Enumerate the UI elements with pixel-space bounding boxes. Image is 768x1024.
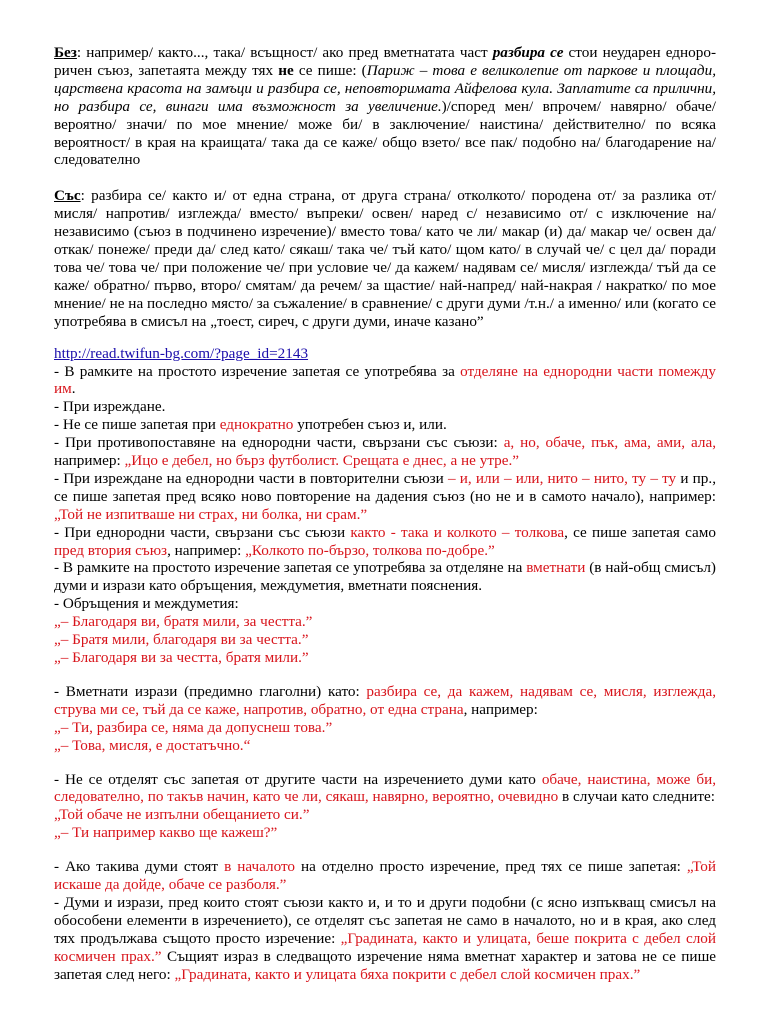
example-text: „Градината, както и улицата бяха покрити с дебел слой космичен прах.” bbox=[174, 965, 641, 983]
rule-11: - Ако такива думи стоят в началото на отделно просто изречение, пред тях се пише запетая: „Той искаше да дойде, обаче се разболя.” bbox=[54, 858, 716, 894]
rule-7: - В рамките на простото изречение запетая се употребява за отделяне на вметнати (в най-общ смисъл) думи и изрази като обръщения, междуметия, вметнати пояснения. bbox=[54, 559, 716, 595]
bez-example: Париж – това е великолепие от паркове и площади, царствена красота на замъци и разбира се, неповторимата Айфелова кула. Заплатите са прилични, но разбира се, винаги има възможност за увеличение. bbox=[54, 61, 716, 115]
rule-1: - В рамките на простото изречение запетая се употребява за отделяне на еднородни части помежду им. bbox=[54, 362, 717, 398]
rule-5: - При изреждане на еднородни части в повторителни съюзи – и, или – или, нито – нито, ту – ту и пр., се пише запетая пред всяко ново повторение на дадения съюз (но не и в самото начало), например: „Той не изпитваше ни страх, ни болка, ни срам.” bbox=[54, 469, 716, 523]
example-line: „– Благодаря ви, братя мили, за честта.” bbox=[54, 613, 313, 631]
example-line: „– Ти например какво ще кажеш?” bbox=[54, 824, 278, 842]
bez-text: )/според мен/ впрочем/ навярно/ обаче/ вероятно/ значи/ по мое мнение/ може би/ в заключение/ наистина/ действително/ по всяка вероятност/ в края на краищата/ така да се каже/ общо взето/ все пак/ подобно на/ благодарение на/ следователно bbox=[54, 97, 717, 169]
bez-text: стои неударен еднороричен съюз, запетаята между тях bbox=[54, 44, 716, 79]
sas-text: : разбира се/ както и/ от една страна, от друга страна/ отколкото/ породена от/ за разлика от/ мисля/ напротив/ изглежда/ вместо/ въпреки/ освен/ наред с/ независимо от/ с изключение на/ независимо (съюз в подчинено изречение)/ вместо това/ като че ли/ макар (и) да/ макар че/ освен да/ откак/ понеже/ преди да/ след като/ сякаш/ така че/ тъй като/ щом като/ в случай че/ с цел да/ поради това че/ това че/ при положение че/ при условие че/ да кажем/ надявам се/ мисля/ изглежда/ тъй да се каже/ обратно/ първо, второ/ смятам/ да речем/ за щастие/ най-напред/ най-накрая / накратко/ по мое мнение/ не на последно място/ за съжаление/ в сравнение/ с други думи /т.н./ а именно/ или (когато се употребява в смисъл на „тоест, сиреч, с други думи, иначе казано” bbox=[54, 187, 716, 330]
highlight-text: пред втория съюз bbox=[54, 541, 168, 559]
example-line: „Той обаче не изпълни обещанието си.” bbox=[54, 806, 310, 824]
rule-2: - При изреждане. bbox=[54, 398, 166, 416]
highlight-text: в началото bbox=[224, 858, 296, 876]
highlight-text: както - така и колкото – толкова bbox=[350, 523, 565, 541]
highlight-text: вметнати bbox=[526, 559, 586, 577]
rule-9: - Вметнати изрази (предимно глаголни) като: разбира се, да кажем, надявам се, мисля, изглежда, струва ми се, тъй да се каже, напротив, обратно, от една страна, например: bbox=[54, 682, 716, 718]
example-line: „– Братя мили, благодаря ви за честта.” bbox=[54, 631, 309, 649]
document-page bbox=[54, 44, 716, 984]
source-link-line bbox=[54, 345, 716, 363]
source-link[interactable]: http://read.twifun-bg.com/?page_id=2143 bbox=[54, 344, 309, 362]
highlight-text: – и, или – или, нито – нито, ту – ту bbox=[448, 469, 677, 487]
highlight-text: обаче, наистина, може би, следователно, по такъв начин, като че ли, сякаш, навярно, вероятно, очевидно bbox=[54, 770, 716, 806]
example-line: „– Ти, разбира се, няма да допуснеш това.” bbox=[54, 718, 333, 736]
rule-12: - Думи и изрази, пред които стоят съюзи както и, и то и други подобни (с ясно изпъкващ смисъл на обособени елементи в изречението), се отделят със запетая не само в началото, но и в края, ако след тях продължава същото просто изречение: „Градината, както и улицата, беше покрита с дебел слой космичен прах.” Същият израз в следващото изречение няма вметнат характер и затова не се пише запетая след него: „Градината, както и улицата бяха покрити с дебел слой космичен прах.” bbox=[54, 893, 716, 983]
bez-bold-term: разбира се bbox=[492, 44, 564, 61]
rule-4: - При противопоставяне на еднородни части, свързани със съюзи: а, но, обаче, пък, ама, ами, ала, например: „Ицо е дебел, но бърз футболист. Срещата е днес, а не утре.” bbox=[54, 434, 716, 470]
example-text: „Колкото по-бързо, толкова по-добре.” bbox=[245, 541, 495, 559]
example-line: „– Благодаря ви за честта, братя мили.” bbox=[54, 649, 309, 666]
rule-8: - Обръщения и междуметия: bbox=[54, 595, 239, 613]
highlight-text: а, но, обаче, пък, ама, ами, ала, bbox=[503, 434, 716, 452]
sas-paragraph bbox=[54, 187, 716, 330]
sas-label: Със bbox=[54, 187, 81, 205]
highlight-text: еднократно bbox=[219, 416, 294, 434]
bez-label: Без bbox=[54, 44, 77, 61]
highlight-text: разбира се, да кажем, надявам се, мисля, изглежда, струва ми се, тъй да се каже, напротив, обратно, от една страна bbox=[54, 682, 716, 718]
bez-text: : например/ както..., така/ всъщност/ ако пред вметнатата част bbox=[76, 44, 493, 61]
example-line: „– Това, мисля, е достатъчно.“ bbox=[54, 736, 251, 754]
example-text: „Градината, както и улицата, беше покрита с дебел слой космичен прах.” bbox=[54, 929, 716, 965]
example-text: „Ицо е дебел, но бърз футболист. Срещата е днес, а не утре.” bbox=[124, 452, 520, 470]
highlight-text: отделяне на еднородни части помежду им bbox=[54, 362, 717, 398]
example-text: „Той искаше да дойде, обаче се разболя.” bbox=[54, 858, 716, 894]
bez-bold-ne: не bbox=[278, 61, 294, 79]
rule-3: - Не се пише запетая при еднократно употребен съюз и, или. bbox=[54, 416, 447, 434]
example-text: „Той не изпитваше ни страх, ни болка, ни срам.” bbox=[54, 505, 368, 523]
rule-6: - При еднородни части, свързани със съюзи както - така и колкото – толкова, се пише запетая само пред втория съюз, например: „Колкото по-бързо, толкова по-добре.” bbox=[54, 523, 716, 559]
rule-10: - Не се отделят със запетая от другите части на изречението думи като обаче, наистина, може би, следователно, по такъв начин, като че ли, сякаш, навярно, вероятно, очевидно в случаи като следните: bbox=[54, 770, 716, 806]
bez-paragraph bbox=[54, 44, 716, 169]
bez-text: се пише: ( bbox=[293, 61, 367, 79]
